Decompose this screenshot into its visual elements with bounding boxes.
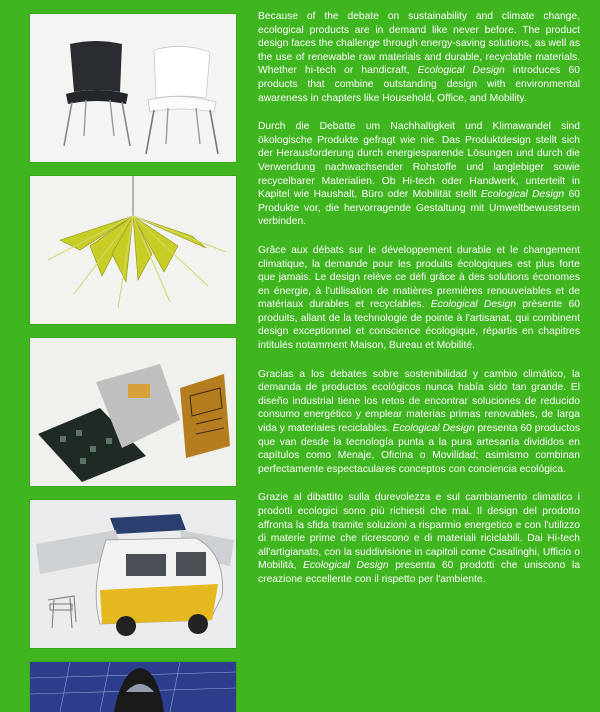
- solar-car-icon: [30, 662, 236, 712]
- book-title: Ecological Design: [392, 423, 475, 435]
- book-title: Ecological Design: [302, 560, 389, 572]
- solar-camper-van-photo: [30, 500, 236, 648]
- blurb-text-column: [258, 10, 580, 602]
- paragraph-english: Because of the debate on sustainability and climate change, ecological products are in demand like never before. The product design faces the challenge through energy-saving solutions, as well as the use of renewable raw materials and durable, recyclable materials. Whether hi-tech or handicraft, Ecological Design introduces 60 products that combine outstanding design with environmental awareness in chapters like Household, Office, and Mobility.: [258, 11, 580, 104]
- book-title: Ecological Design: [430, 299, 516, 311]
- paragraph-spanish: Gracias a los debates sobre sostenibilidad y cambio climático, la demanda de productos ecológicos nunca había sido tan grande. El diseño industrial tiene los retos de encontrar soluciones de reducido consumo energético y emplear materias primas renovables, de larga vida y materiales reciclables. Ecological Design presenta 60 productos que van desde la tecnología punta a la pura artesanía divididos en capítulos como Menaje, Oficina o Movilidad; asimismo combinan perfectamente espectaculares conceptos con conciencia ecológica.: [258, 368, 580, 475]
- product-photo-column: [26, 0, 238, 712]
- paragraph-german: Durch die Debatte um Nachhaltigkeit und Klimawandel sind ökologische Produkte gefragt wie nie. Das Produktdesign stellt sich der Herausforderung durch energiesparende Lösungen und durch die Verwendung nachwachsender Rohstoffe und langlebiger sowie recycelbarer Materialien. Ob Hi-tech oder Handwerk, unterteilt in Kapitel wie Haushalt, Büro oder Mobilität stellt Ecological Design 60 Produkte vor, die hervorragende Gestaltung mit Umweltbewusstsein verbinden.: [258, 121, 580, 228]
- book-title: Ecological Design: [417, 65, 505, 77]
- circuit-board-covers-photo: [30, 338, 236, 486]
- pendant-lamp-photo: [30, 176, 236, 324]
- solar-camper-van-icon: [30, 500, 236, 648]
- circuit-board-folders-icon: [30, 338, 236, 486]
- two-chairs-icon: [30, 14, 236, 162]
- paragraph-italian: Grazie al dibattito sulla durevolezza e sul cambiamento climatico i prodotti ecologici sono più richiesti che mai. Il design del prodotto affronta la sfida tramite soluzioni a risparmio energetico e con l'utilizzo di materie prime che ricrescono e di materiali riciclabili. Dai Hi-tech all'artigianato, con la suddivisione in capitoli come Casalinghi, Ufficio o Mobilità, Ecological Design presenta 60 prodotti che uniscono la creazione eccellente con il rispetto per l'ambiente.: [258, 492, 580, 585]
- solar-car-photo: [30, 662, 236, 712]
- chairs-photo: [30, 14, 236, 162]
- book-title: Ecological Design: [480, 189, 565, 201]
- paragraph-french: Grâce aux débats sur le développement durable et le changement climatique, la demande pour les produits écologiques est plus forte que jamais. Le design relève ce défi grâce à des solutions économes en énergie, à l'utilisation de matières premières renouvelables et de matériaux durables et recyclables. Ecological Design présente 60 produits, allant de la technologie de pointe à l'artisanat, qui combinent design exceptionnel et conscience écologique, répartis en chapitres intitulés notamment Maison, Bureau et Mobilité.: [258, 244, 580, 352]
- pendant-lamp-icon: [30, 176, 236, 324]
